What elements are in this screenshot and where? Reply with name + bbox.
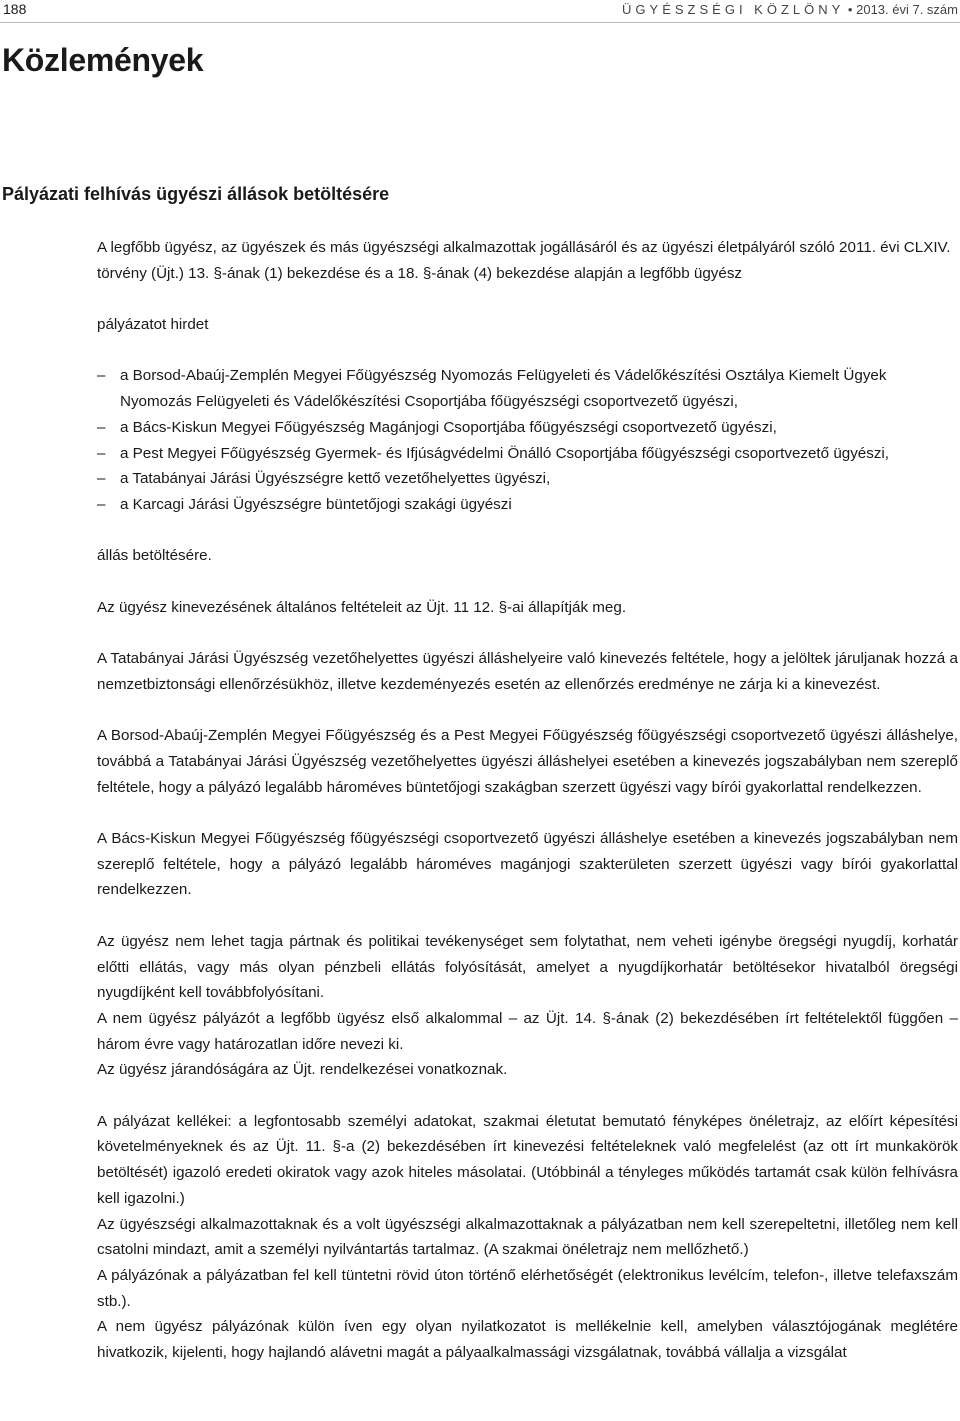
dash-marker: – [97,418,106,436]
application-requirements-paragraph: A pályázat kellékei: a legfontosabb személyi adatokat, szakmai életutat bemutató fényképes önéletrajz, az előírt képesítési követelményeknek és az Üjt. 11. §-a (2) bekezdésében írt kinevezési feltételeknek való megfelelést (az ott írt munkakörök betöltését) igazoló eredeti okiratok vagy azok hiteles másolatai. (Utóbbinál a tényleges működés tartamát csak külön felhívásra kell igazolni.) [97,1112,958,1207]
civil-practice-paragraph: A Bács-Kiskun Megyei Főügyészség főügyészségi csoportvezető ügyészi álláshelye esetében a kinevezés jogszabályban nem szereplő feltétele, hogy a pályázó legalább hároméves magánjogi szakterületen szerzett ügyészi vagy bírói gyakorlattal rendelkezzen. [97,830,958,899]
list-item [97,492,958,518]
page-number: 188 [3,1,27,17]
filling-line: állás betöltésére. [97,547,212,565]
list-item [97,415,958,441]
list-item [97,363,958,414]
announcement-body [97,235,958,1366]
incompatibility-paragraph: Az ügyész nem lehet tagja pártnak és politikai tevékenységet sem folytathat, nem veheti igénybe öregségi nyugdíj, korhatár előtti ellátás, vagy más olyan pénzbeli ellátás folyósítását, amelyet a nyugdíjkorhatár betöltésekor hivatalból öregségi nyugdíjként kell továbbfolyósítani. [97,932,958,1002]
position-text: a Pest Megyei Főügyészség Gyermek- és Ifjúságvédelmi Önálló Csoportjába főügyészségi csoportvezető ügyészi, [120,444,890,462]
position-text: a Bács-Kiskun Megyei Főügyészség Magánjogi Csoportjába főügyészségi csoportvezető ügyészi, [120,418,777,436]
announces-line: pályázatot hirdet [97,316,209,334]
issue-number: 2013. évi 7. szám [856,2,958,17]
dash-marker: – [97,444,106,462]
list-item [97,441,958,467]
journal-name: ÜGYÉSZSÉGI KÖZLÖNY [622,2,845,17]
general-conditions-paragraph: Az ügyész kinevezésének általános feltételeit az Üjt. 11 12. §-ai állapítják meg. [97,598,627,616]
header-bullet: • [847,2,853,17]
security-check-paragraph: A Tatabányai Járási Ügyészség vezetőhelyettes ügyészi álláshelyeire való kinevezés feltétele, hogy a jelöltek járuljanak hozzá a nemzetbiztonsági ellenőrzésükhöz, illetve kezdeményezés esetén az ellenőrzés eredménye ne zárja ki a kinevezést. [97,650,958,693]
remuneration-paragraph: Az ügyész járandóságára az Üjt. rendelkezései vonatkoznak. [97,1061,508,1079]
dash-marker: – [97,496,106,513]
page-title: Közlemények [2,42,204,78]
employee-exemption-paragraph: Az ügyészségi alkalmazottaknak és a volt ügyészségi alkalmazottaknak a pályázatban nem kell szerepeltetni, illetőleg nem kell csatolni mindazt, amit a személyi nyilvántartás tartalmaz. (A szakmai önéletrajz nem mellőzhető.) [97,1215,958,1259]
section-title: Pályázati felhívás ügyészi állások betöltésére [2,184,390,204]
position-text: a Tatabányai Járási Ügyészségre kettő vezetőhelyettes ügyészi, [120,470,551,488]
position-text: a Borsod-Abaúj-Zemplén Megyei Főügyészség Nyomozás Felügyeleti és Vádelőkészítési Osztálya Kiemelt Ügyek Nyomozás Felügyeleti és Vádelőkészítési Csoportjába főügyészségi csoportvezető ügyészi, [120,367,887,411]
dash-marker: – [97,367,106,385]
contact-details-paragraph: A pályázónak a pályázatban fel kell tüntetni rövid úton történő elérhetőségét (elektronikus levélcím, telefon-, illetve telefaxszám stb.). [97,1266,958,1310]
declaration-paragraph: A nem ügyész pályázónak külön íven egy olyan nyilatkozatot is mellékelnie kell, amelyben választójogának meglétére hivatkozik, kijelenti, hogy hajlandó alávetni magát a pályaalkalmassági vizsgálatnak, továbbá vállalja a vizsgálat [97,1318,958,1362]
dash-marker: – [97,470,106,488]
list-item [97,466,958,492]
position-text: a Karcagi Járási Ügyészségre büntetőjogi szakági ügyészi [120,496,512,513]
running-header [0,0,960,23]
criminal-practice-paragraph: A Borsod-Abaúj-Zemplén Megyei Főügyészség és a Pest Megyei Főügyészség főügyészségi csoportvezető ügyészi álláshelye, továbbá a Tatabányai Járási Ügyészség vezetőhelyettes ügyészi álláshelyei esetében a kinevezés jogszabályban nem szereplő feltétele, hogy a pályázó legalább hároméves büntetőjogi szakágban szerzett ügyészi vagy bírói gyakorlattal rendelkezzen. [97,727,958,796]
appointment-term-paragraph: A nem ügyész pályázót a legfőbb ügyész első alkalommal – az Üjt. 14. §-ának (2) bekezdésében írt feltételektől függően – három évre vagy határozatlan időre nevezi ki. [97,1009,958,1053]
intro-paragraph: A legfőbb ügyész, az ügyészek és más ügyészségi alkalmazottak jogállásáról és az ügyészi életpályáról szóló 2011. évi CLXIV. törvény (Üjt.) 13. §-ának (1) bekezdése és a 18. §-ának (4) bekezdése alapján a legfőbb ügyész [97,239,951,282]
journal-reference [622,1,958,18]
positions-list [97,363,958,517]
